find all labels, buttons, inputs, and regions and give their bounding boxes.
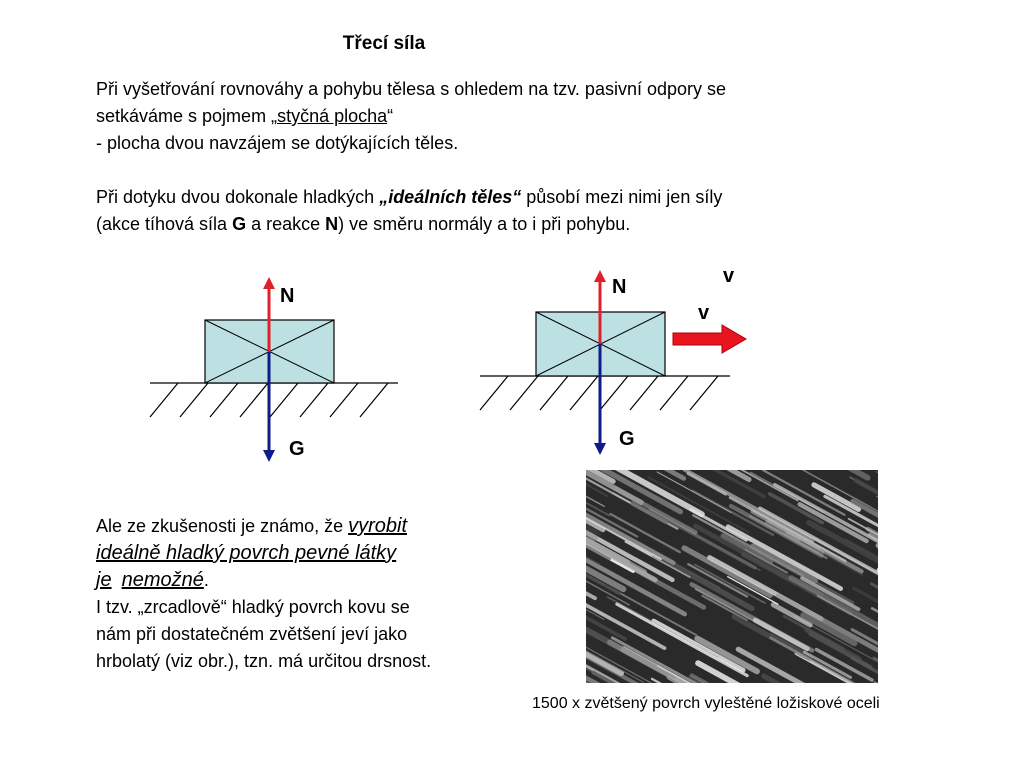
intro-line-3: - plocha dvou navzájem se dotýkajících těles. <box>96 133 459 153</box>
ideal-line-1-pre: Při dotyku dvou dokonale hladkých <box>96 187 380 207</box>
gravity-force-label: G <box>289 438 305 460</box>
roughness-line-4: I tzv. „zrcadlově“ hladký povrch kovu se <box>96 597 410 617</box>
ideal-line-2-mid: a reakce <box>246 214 326 234</box>
velocity-label-top: v <box>723 265 735 287</box>
impossible-phrase-1: vyrobit <box>348 515 408 537</box>
normal-force-arrowhead <box>263 277 275 289</box>
diagram-moving <box>480 265 746 455</box>
roughness-period: . <box>203 570 209 590</box>
normal-force-arrowhead <box>594 270 606 282</box>
steel-surface-micrograph <box>586 470 878 683</box>
roughness-line-5: nám při dostatečném zvětšení jeví jako <box>96 624 408 644</box>
impossible-phrase-3b: nemožné <box>121 569 204 591</box>
normal-force-label: N <box>612 276 627 298</box>
gravity-force-label: G <box>619 428 635 450</box>
roughness-line-6: hrbolatý (viz obr.), tzn. má určitou drsnost. <box>96 651 432 671</box>
roughness-line-2 <box>96 540 556 567</box>
roughness-paragraph <box>96 513 556 675</box>
gravity-symbol: G <box>232 214 247 234</box>
normal-symbol: N <box>325 214 339 234</box>
ideal-line-2-post: ) ve směru normály a to i při pohybu. <box>338 214 631 234</box>
intro-line-2-post: “ <box>387 106 394 126</box>
impossible-phrase-2: ideálně hladký povrch pevné látky <box>96 542 397 564</box>
roughness-line-1-pre: Ale ze zkušenosti je známo, že <box>96 516 349 536</box>
normal-force-label: N <box>280 285 295 307</box>
roughness-line-1 <box>96 513 556 540</box>
ideal-bodies-term: „ideálních těles“ <box>379 187 522 207</box>
roughness-line-3 <box>96 567 556 594</box>
intro-line-2-pre: setkáváme s pojmem „ <box>96 106 278 126</box>
gravity-force-arrowhead <box>594 443 606 455</box>
page-title: Třecí síla <box>342 33 426 54</box>
velocity-arrow <box>673 325 746 353</box>
micrograph-caption: 1500 x zvětšený povrch vyleštěné ložiskové oceli <box>532 695 880 712</box>
diagram-static <box>150 277 398 462</box>
contact-surface-term: styčná plocha <box>277 106 388 126</box>
gravity-force-arrowhead <box>263 450 275 462</box>
ideal-line-1-mid: působí mezi nimi jen síly <box>521 187 723 207</box>
ideal-line-2-pre: (akce tíhová síla <box>96 214 233 234</box>
intro-line-1: Při vyšetřování rovnováhy a pohybu tělesa s ohledem na tzv. pasivní odpory se <box>96 79 727 99</box>
impossible-phrase-3a: je <box>96 569 112 591</box>
velocity-label: v <box>698 302 710 324</box>
